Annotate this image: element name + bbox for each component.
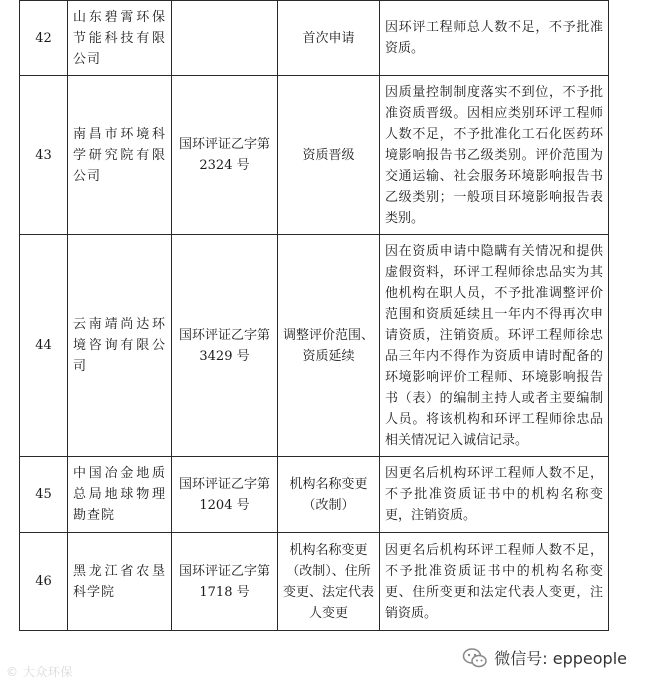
table-row — [20, 533, 609, 631]
application-type: 资质晋级 — [278, 76, 380, 235]
footer — [0, 636, 645, 685]
organization-name: 中国冶金地质总局地球物理勘查院 — [68, 457, 172, 533]
table-row — [20, 235, 609, 457]
organization-name: 黑龙江省农垦科学院 — [68, 533, 172, 631]
decision-reason: 因在资质申请中隐瞒有关情况和提供虚假资料，环评工程师徐忠品实为其他机构在职人员，不予批准调整评价范围和资质延续且一年内不得再次申请资质，注销资质。环评工程师徐忠品三年内不得作为资质申请时配备的环境影响评价工程师、环境影响报告书（表）的编制主持人或者主要编制人员。将该机构和环评工程师徐忠品相关情况记入诚信记录。 — [380, 235, 609, 457]
row-number: 43 — [20, 76, 68, 235]
organization-name: 云南靖尚达环境咨询有限公司 — [68, 235, 172, 457]
organization-name: 山东碧霄环保节能科技有限公司 — [68, 1, 172, 76]
decision-reason: 因质量控制制度落实不到位，不予批准资质晋级。因相应类别环评工程师人数不足，不予批准化工石化医药环境影响报告书乙级类别。评价范围为交通运输、社会服务环境影响报告书乙级类别；一般项目环境影响报告表类别。 — [380, 76, 609, 235]
certificate-number — [172, 1, 278, 76]
organization-name: 南昌市环境科学研究院有限公司 — [68, 76, 172, 235]
table-row — [20, 1, 609, 76]
certificate-number: 国环评证乙字第 3429 号 — [172, 235, 278, 457]
application-type: 机构名称变更（改制）、住所变更、法定代表人变更 — [278, 533, 380, 631]
application-type: 首次申请 — [278, 1, 380, 76]
watermark-right — [462, 646, 627, 669]
decision-reason: 因更名后机构环评工程师人数不足，不予批准资质证书中的机构名称变更、住所变更和法定代表人变更，注销资质。 — [380, 533, 609, 631]
wechat-id-text: 微信号: eppeople — [494, 649, 627, 668]
row-number: 46 — [20, 533, 68, 631]
certificate-number: 国环评证乙字第 1204 号 — [172, 457, 278, 533]
approval-table — [19, 0, 609, 631]
table-row — [20, 457, 609, 533]
decision-reason: 因更名后机构环评工程师人数不足，不予批准资质证书中的机构名称变更，注销资质。 — [380, 457, 609, 533]
application-type: 调整评价范围、资质延续 — [278, 235, 380, 457]
row-number: 42 — [20, 1, 68, 76]
decision-reason: 因环评工程师总人数不足，不予批准资质。 — [380, 1, 609, 76]
certificate-number: 国环评证乙字第 2324 号 — [172, 76, 278, 235]
row-number: 44 — [20, 235, 68, 457]
watermark-left: © 大众环保 — [6, 665, 73, 679]
table-row — [20, 76, 609, 235]
wechat-icon — [462, 647, 488, 669]
row-number: 45 — [20, 457, 68, 533]
certificate-number: 国环评证乙字第 1718 号 — [172, 533, 278, 631]
application-type: 机构名称变更（改制） — [278, 457, 380, 533]
